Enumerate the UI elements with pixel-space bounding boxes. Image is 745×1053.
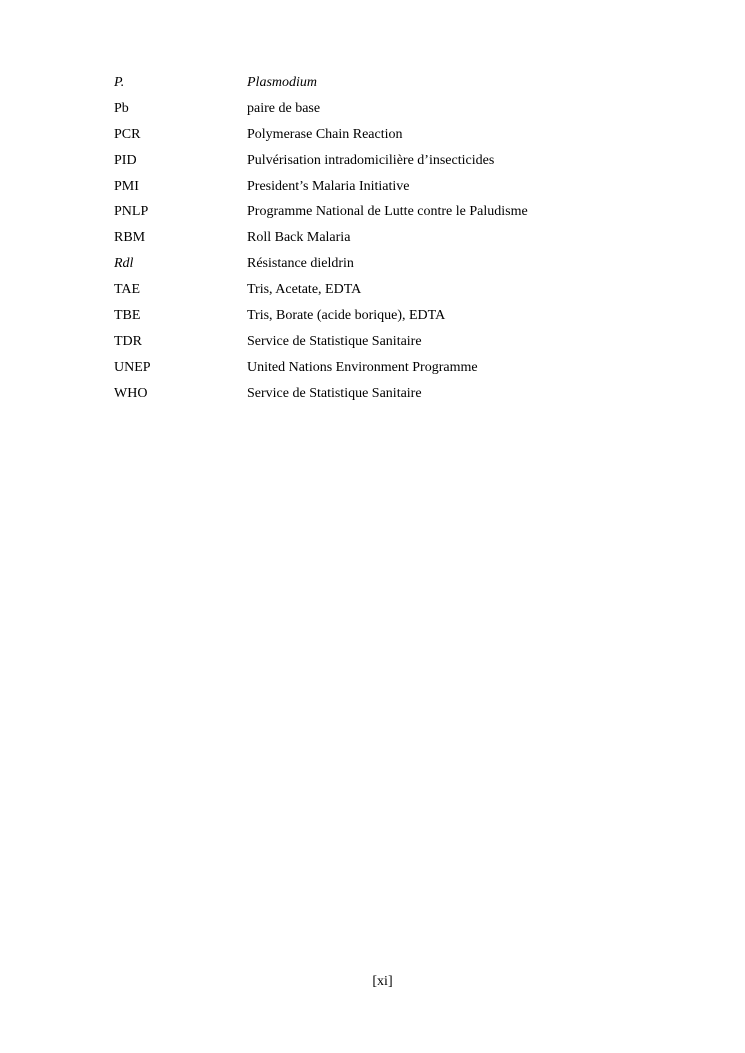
abbreviation-term: TBE [114, 307, 141, 323]
abbreviation-row [114, 329, 634, 355]
abbreviation-definition: Programme National de Lutte contre le Paludisme [247, 204, 528, 220]
abbreviation-term: PNLP [114, 204, 149, 220]
abbreviation-definition: Résistance dieldrin [247, 256, 354, 272]
abbreviation-definition: Plasmodium [247, 74, 317, 90]
abbreviation-row [114, 148, 634, 174]
abbreviation-row [114, 381, 634, 407]
abbreviation-term: UNEP [114, 359, 151, 375]
abbreviation-row [114, 225, 634, 251]
abbreviation-definition: United Nations Environment Programme [247, 359, 478, 375]
abbreviation-term: RBM [114, 230, 146, 246]
abbreviation-row [114, 96, 634, 122]
abbreviation-definition: Tris, Borate (acide borique), EDTA [247, 307, 446, 323]
abbreviation-row [114, 355, 634, 381]
abbreviation-term: PCR [114, 126, 141, 142]
abbreviation-term: WHO [114, 385, 148, 401]
abbreviation-term: Rdl [114, 256, 134, 272]
abbreviation-term: P. [114, 74, 125, 90]
abbreviation-row [114, 70, 634, 96]
abbreviation-definition: Pulvérisation intradomicilière d’insecticides [247, 152, 495, 168]
abbreviation-term: PID [114, 152, 137, 168]
abbreviation-row [114, 303, 634, 329]
abbreviation-row [114, 251, 634, 277]
abbreviation-list [114, 70, 634, 407]
abbreviation-term: TDR [114, 333, 142, 349]
abbreviation-definition: paire de base [247, 100, 321, 116]
abbreviation-definition: Polymerase Chain Reaction [247, 126, 403, 142]
abbreviation-definition: Tris, Acetate, EDTA [247, 282, 362, 298]
abbreviation-term: Pb [114, 100, 129, 116]
abbreviation-term: PMI [114, 178, 139, 194]
abbreviation-definition: President’s Malaria Initiative [247, 178, 410, 194]
abbreviation-row [114, 174, 634, 200]
abbreviation-definition: Service de Statistique Sanitaire [247, 385, 422, 401]
abbreviation-term: TAE [114, 282, 141, 298]
abbreviation-definition: Roll Back Malaria [247, 230, 351, 246]
abbreviation-row [114, 122, 634, 148]
page-number: [xi] [372, 974, 393, 989]
abbreviation-row [114, 199, 634, 225]
abbreviation-row [114, 277, 634, 303]
abbreviation-definition: Service de Statistique Sanitaire [247, 333, 422, 349]
